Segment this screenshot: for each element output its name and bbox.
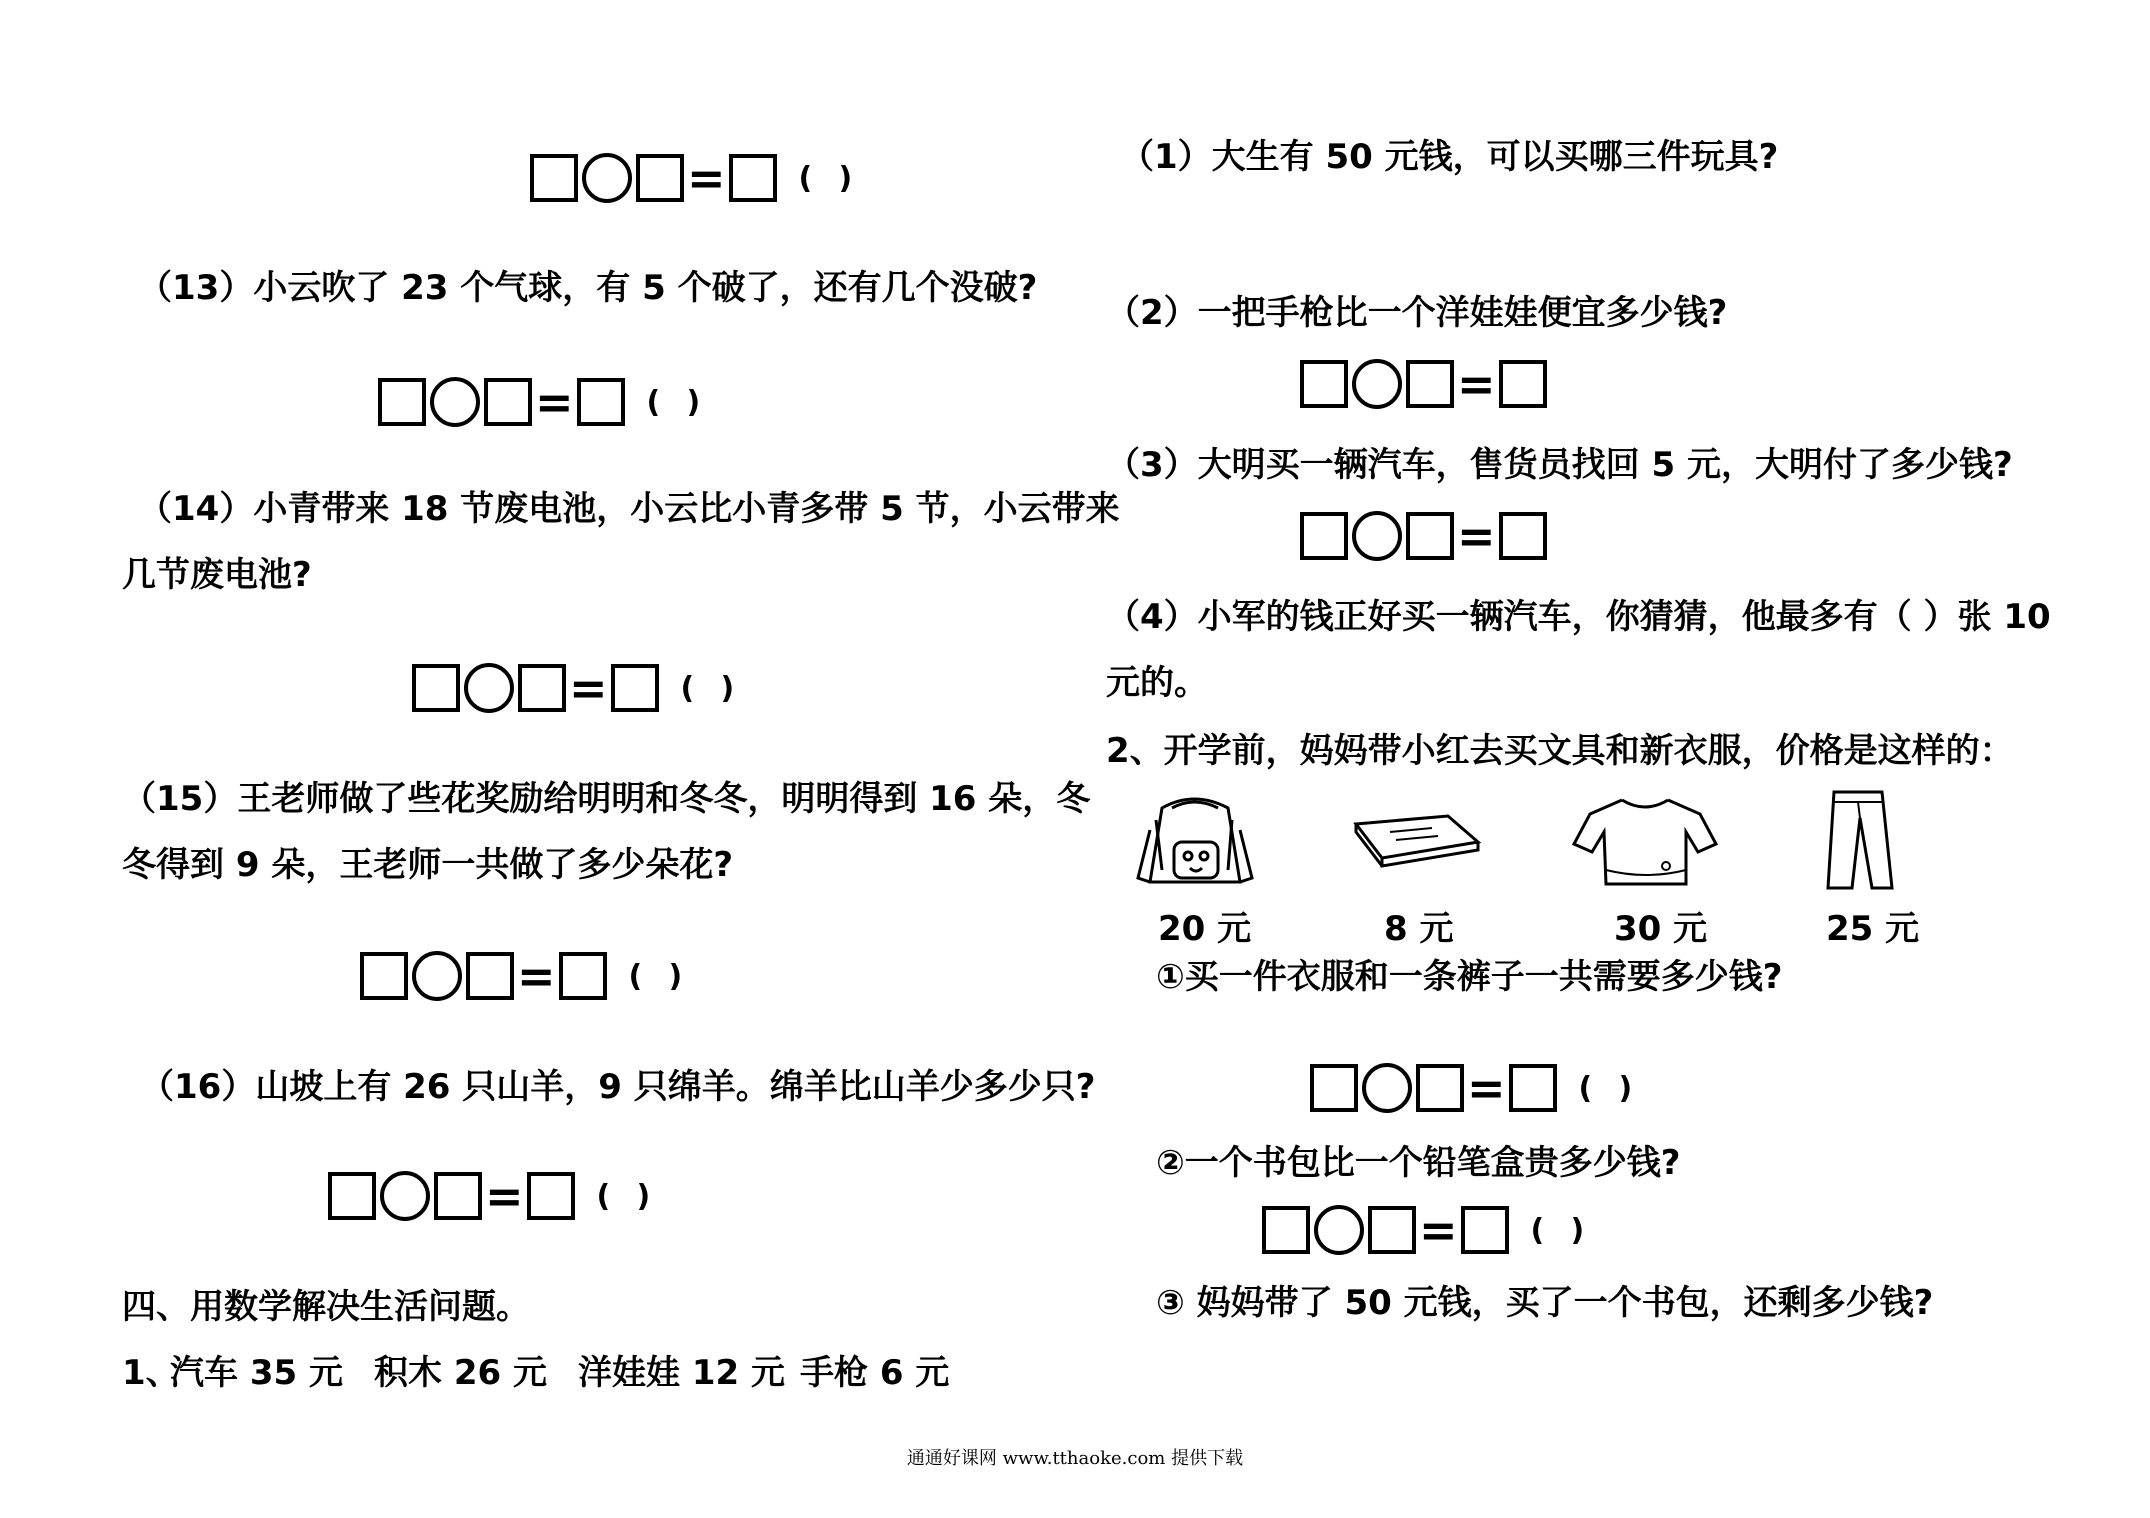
result-box[interactable]: [527, 1172, 575, 1220]
operand-box[interactable]: [484, 378, 532, 426]
operator-circle[interactable]: [1352, 511, 1402, 561]
price-trousers: 25 元: [1826, 909, 1920, 949]
result-box[interactable]: [1461, 1206, 1509, 1254]
result-box[interactable]: [611, 664, 659, 712]
trousers-icon: [1818, 788, 1898, 892]
result-box[interactable]: [1499, 360, 1547, 408]
section-4-heading: 四、用数学解决生活问题。: [122, 1287, 530, 1327]
operator-circle[interactable]: [464, 663, 514, 713]
right-question-1: （1）大生有 50 元钱，可以买哪三件玩具?: [1120, 137, 1779, 177]
question-2-heading: 2、开学前，妈妈带小红去买文具和新衣服，价格是这样的：: [1106, 731, 2014, 771]
right-question-2: （2）一把手枪比一个洋娃娃便宜多少钱?: [1106, 293, 1728, 333]
pencil-case-icon: [1352, 812, 1482, 868]
operator-circle[interactable]: [380, 1171, 430, 1221]
equals-sign: =: [569, 661, 608, 715]
equals-sign: =: [517, 949, 556, 1003]
operand-box[interactable]: [1310, 1064, 1358, 1112]
unit-blank[interactable]: ( ): [798, 160, 853, 196]
question-14-line2: 几节废电池?: [122, 555, 312, 595]
equation-blank-s2: [1262, 1202, 1611, 1258]
equation-blank-15: [360, 948, 709, 1004]
unit-blank[interactable]: ( ): [646, 384, 701, 420]
backpack-icon: [1132, 790, 1257, 892]
operand-box[interactable]: [1406, 360, 1454, 408]
operator-circle[interactable]: [412, 951, 462, 1001]
result-box[interactable]: [559, 952, 607, 1000]
result-box[interactable]: [1509, 1064, 1557, 1112]
sub-question-3: ③ 妈妈带了 50 元钱，买了一个书包，还剩多少钱?: [1156, 1283, 1934, 1323]
equals-sign: =: [1457, 357, 1496, 411]
operand-box[interactable]: [1300, 360, 1348, 408]
operator-circle[interactable]: [1314, 1205, 1364, 1255]
unit-blank[interactable]: ( ): [680, 670, 735, 706]
equals-sign: =: [485, 1169, 524, 1223]
result-box[interactable]: [729, 154, 777, 202]
price-pencil-case: 8 元: [1384, 909, 1454, 949]
operator-circle[interactable]: [1352, 359, 1402, 409]
operand-box[interactable]: [518, 664, 566, 712]
question-16: （16）山坡上有 26 只山羊，9 只绵羊。绵羊比山羊少多少只?: [140, 1067, 1096, 1107]
right-question-3: （3）大明买一辆汽车，售货员找回 5 元，大明付了多少钱?: [1106, 445, 2013, 485]
equation-blank-16: [328, 1168, 677, 1224]
equation-blank-r3: [1300, 508, 1547, 564]
price-doll: 洋娃娃 12 元: [578, 1353, 785, 1393]
equation-blank-13: [378, 374, 727, 430]
equation-blank-s1: [1310, 1060, 1659, 1116]
question-15-line2: 冬得到 9 朵，王老师一共做了多少朵花?: [122, 845, 734, 885]
operand-box[interactable]: [1406, 512, 1454, 560]
equation-blank-r2: [1300, 356, 1547, 412]
equals-sign: =: [687, 151, 726, 205]
operator-circle[interactable]: [430, 377, 480, 427]
equals-sign: =: [535, 375, 574, 429]
unit-blank[interactable]: ( ): [1530, 1212, 1585, 1248]
operand-box[interactable]: [412, 664, 460, 712]
sub-question-1: ①买一件衣服和一条裤子一共需要多少钱?: [1156, 957, 1783, 997]
footer-credit: 通通好课网 www.tthaoke.com 提供下载: [906, 1448, 1244, 1469]
right-question-4-line2: 元的。: [1106, 663, 1208, 703]
operand-box[interactable]: [466, 952, 514, 1000]
price-blocks: 积木 26 元: [374, 1353, 547, 1393]
operand-box[interactable]: [434, 1172, 482, 1220]
operand-box[interactable]: [1416, 1064, 1464, 1112]
question-13: （13）小云吹了 23 个气球，有 5 个破了，还有几个没破?: [138, 268, 1038, 308]
price-backpack: 20 元: [1158, 909, 1252, 949]
operator-circle[interactable]: [582, 153, 632, 203]
sub-question-2: ②一个书包比一个铅笔盒贵多少钱?: [1156, 1143, 1681, 1183]
result-box[interactable]: [1499, 512, 1547, 560]
operand-box[interactable]: [360, 952, 408, 1000]
operand-box[interactable]: [530, 154, 578, 202]
operand-box[interactable]: [1262, 1206, 1310, 1254]
operand-box[interactable]: [328, 1172, 376, 1220]
unit-blank[interactable]: ( ): [628, 958, 683, 994]
equals-sign: =: [1457, 509, 1496, 563]
operand-box[interactable]: [1368, 1206, 1416, 1254]
shirt-icon: [1570, 790, 1720, 892]
question-15-line1: （15）王老师做了些花奖励给明明和冬冬，明明得到 16 朵，冬: [122, 779, 1091, 819]
price-car: 汽车 35 元: [170, 1353, 343, 1393]
operand-box[interactable]: [636, 154, 684, 202]
operand-box[interactable]: [378, 378, 426, 426]
operator-circle[interactable]: [1362, 1063, 1412, 1113]
equals-sign: =: [1419, 1203, 1458, 1257]
operand-box[interactable]: [1300, 512, 1348, 560]
unit-blank[interactable]: ( ): [596, 1178, 651, 1214]
equation-blank-top-left: [530, 150, 879, 206]
price-list-label: 1、: [122, 1353, 180, 1393]
question-14-line1: （14）小青带来 18 节废电池，小云比小青多带 5 节，小云带来: [138, 489, 1120, 529]
right-question-4-line1: （4）小军的钱正好买一辆汽车，你猜猜，他最多有（ ）张 10: [1106, 597, 2051, 637]
price-shirt: 30 元: [1614, 909, 1708, 949]
result-box[interactable]: [577, 378, 625, 426]
equation-blank-14: [412, 660, 761, 716]
equals-sign: =: [1467, 1061, 1506, 1115]
unit-blank[interactable]: ( ): [1578, 1070, 1633, 1106]
price-toy-gun: 手枪 6 元: [800, 1353, 950, 1393]
